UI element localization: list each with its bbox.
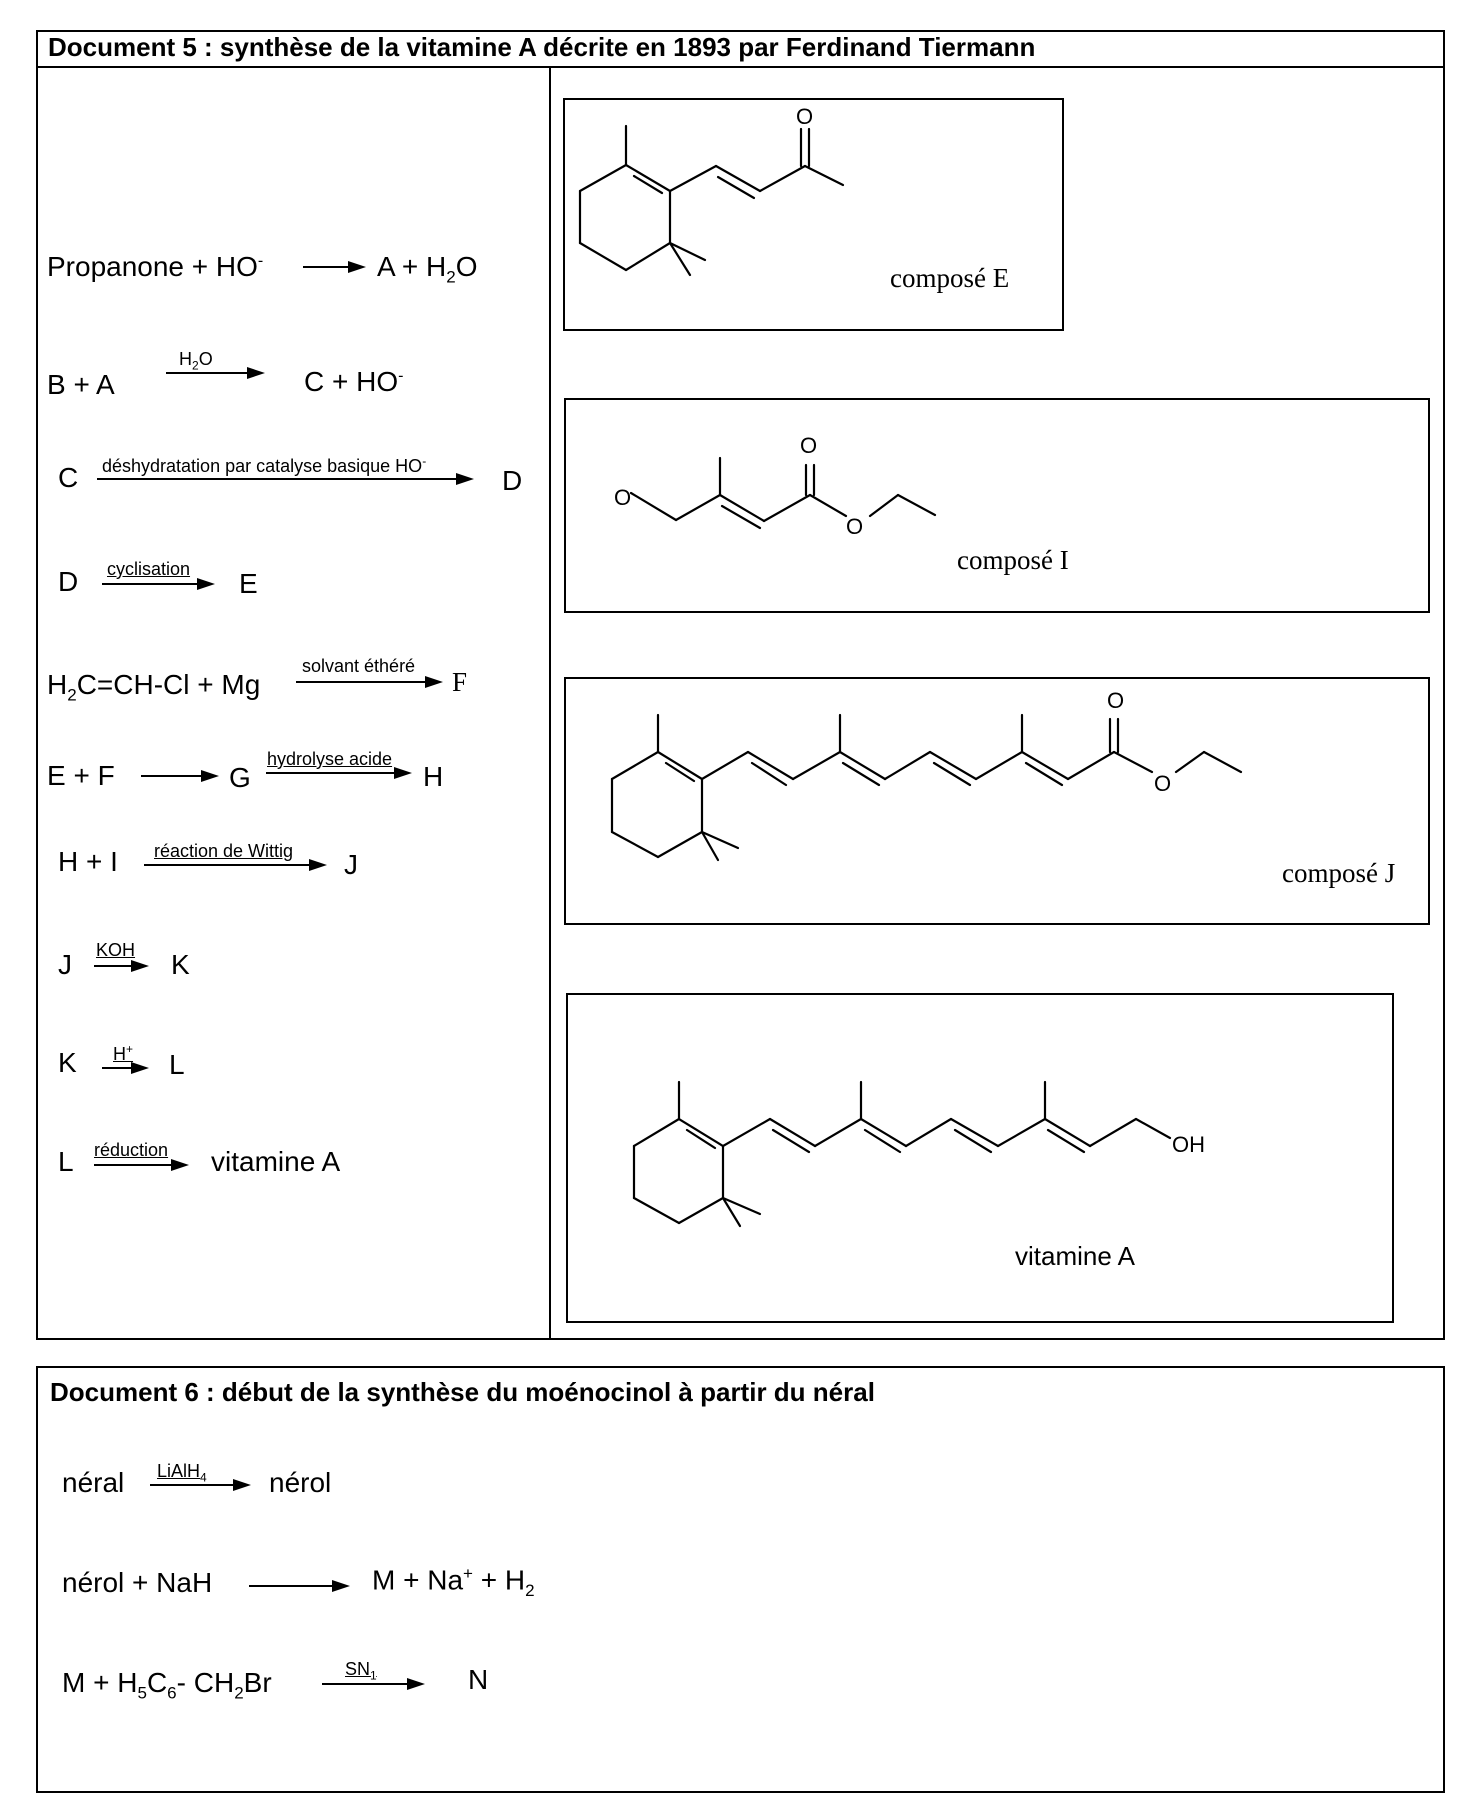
reaction-4-condition: cyclisation xyxy=(107,559,191,579)
reaction-2-products: C + HO- xyxy=(304,366,404,397)
reaction-10-product: vitamine A xyxy=(211,1146,341,1177)
document-5-title: Document 5 : synthèse de la vitamine A décrite en 1893 par Ferdinand Tiermann xyxy=(48,32,1036,62)
doc6-reaction-2-reactants: nérol + NaH xyxy=(62,1567,213,1598)
reaction-3-condition: déshydratation par catalyse basique HO- xyxy=(102,454,427,476)
reaction-2-condition: $H_2O$ xyxy=(179,349,213,373)
reaction-4-reactant: D xyxy=(58,566,79,597)
reaction-7-product: J xyxy=(344,849,358,880)
reaction-5-product: F xyxy=(452,667,468,697)
doc6-reaction-2-arrow xyxy=(249,1585,347,1587)
reaction-1-products: $A + H_2O$ xyxy=(377,251,478,287)
doc6-reaction-1-condition: LiAlH$_4$ xyxy=(157,1461,207,1485)
doc6-reaction-3-product: N xyxy=(468,1664,489,1695)
reaction-1-reactants: Propanone + HO- xyxy=(47,251,264,282)
compound-e-label: composé E xyxy=(890,263,1010,293)
document-6-frame xyxy=(36,1366,1445,1793)
doc6-reaction-1-arrow xyxy=(150,1484,248,1486)
reaction-8-product: K xyxy=(171,949,190,980)
doc6-reaction-3-arrow xyxy=(322,1683,422,1685)
reaction-5-reactants: $H_2C=CH-Cl + Mg$ xyxy=(47,669,261,705)
vitamine-a-label: vitamine A xyxy=(1015,1241,1135,1271)
reaction-3-product: D xyxy=(502,465,523,496)
svg-text:O: O xyxy=(800,433,818,458)
reaction-7-condition: réaction de Wittig xyxy=(154,841,294,861)
compound-i-label: composé I xyxy=(957,545,1069,575)
reaction-6-condition: hydrolyse acide xyxy=(267,749,393,769)
svg-text:O: O xyxy=(846,514,864,539)
svg-text:O: O xyxy=(1107,688,1125,713)
reaction-3-reactant: C xyxy=(58,462,79,493)
reaction-7-reactants: H + I xyxy=(58,846,118,877)
reaction-10-condition: réduction xyxy=(94,1140,169,1160)
reaction-8-condition: KOH xyxy=(96,940,136,960)
reaction-10-reactant: L xyxy=(58,1146,74,1177)
svg-text:O: O xyxy=(614,485,632,510)
reaction-9-product: L xyxy=(169,1049,185,1080)
doc6-reaction-3-condition: $SN_1$ xyxy=(345,1659,377,1683)
svg-text:O: O xyxy=(1154,771,1172,796)
svg-text:OH: OH xyxy=(1172,1132,1205,1157)
svg-text:O: O xyxy=(796,104,814,129)
reaction-4-product: E xyxy=(239,568,258,599)
doc6-reaction-1-reactant: néral xyxy=(62,1467,125,1498)
doc6-reaction-1-product: nérol xyxy=(269,1467,332,1498)
reaction-2-reactants: B + A xyxy=(47,369,115,400)
reaction-6-reactants: E + F xyxy=(47,760,115,791)
document-6-title: Document 6 : début de la synthèse du moénocinol à partir du néral xyxy=(50,1377,875,1407)
reaction-6-intermediate: G xyxy=(229,762,251,793)
compound-j-label: composé J xyxy=(1282,858,1396,888)
reaction-8-reactant: J xyxy=(58,949,72,980)
reaction-9-reactant: K xyxy=(58,1047,77,1078)
reaction-5-condition: solvant éthéré xyxy=(302,656,416,676)
doc6-reaction-2-products: $M + Na^+ + H_2$ xyxy=(372,1564,535,1600)
reaction-6-product: H xyxy=(423,761,444,792)
doc6-reaction-3-reactants: $M + H_5C_6-$ $CH_2Br$ xyxy=(62,1667,272,1703)
reaction-9-condition: H+ xyxy=(113,1042,134,1064)
